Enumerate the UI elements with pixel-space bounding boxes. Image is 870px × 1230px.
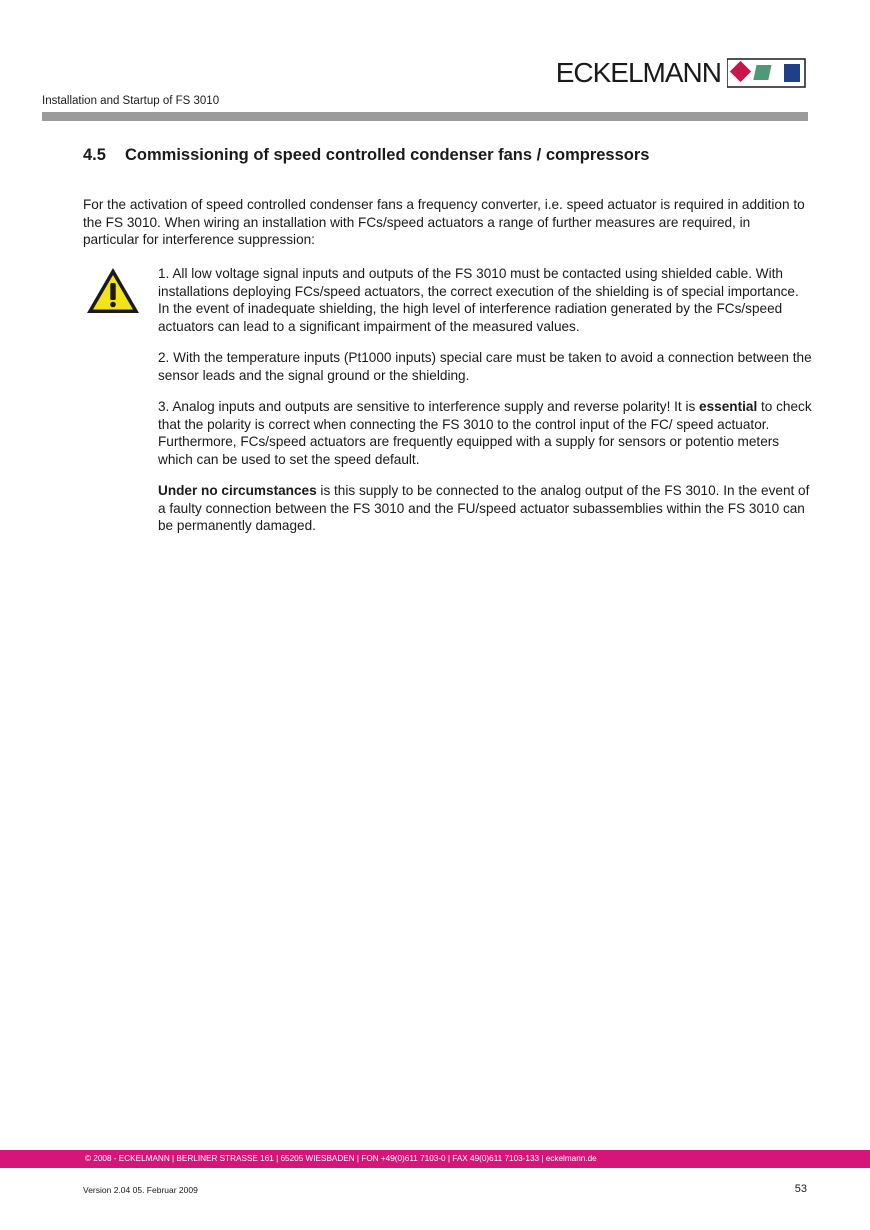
version-info: Version 2.04 05. Februar 2009 bbox=[83, 1185, 198, 1195]
warning-item-1: 1. All low voltage signal inputs and outputs of the FS 3010 must be contacted using shielded cable. With installations deploying FCs/speed actuators, the correct execution of the shielding is of special importance. In the event of inadequate shielding, the high level of interference radiation generated by the FCs/speed actuators can lead to a significant impairment of the measured values. bbox=[158, 266, 799, 334]
footer-imprint: © 2008 - ECKELMANN | BERLINER STRASSE 161 | 65205 WIESBADEN | FON +49(0)611 7103-0 | FAX 49(0)611 7103-133 | eckelmann.de bbox=[85, 1154, 597, 1163]
section-heading bbox=[83, 146, 649, 165]
warning-note bbox=[158, 482, 812, 535]
warning-item-3 bbox=[158, 398, 812, 468]
page-number: 53 bbox=[794, 1183, 807, 1195]
section-title: Commissioning of speed controlled condenser fans / compressors bbox=[125, 146, 650, 164]
running-title: Installation and Startup of FS 3010 bbox=[42, 95, 220, 107]
brand-name: ECKELMANN bbox=[555, 57, 721, 88]
section-number: 4.5 bbox=[83, 146, 106, 164]
brand-logo-mark-icon bbox=[727, 58, 807, 88]
warning-item-2: 2. With the temperature inputs (Pt1000 inputs) special care must be taken to avoid a connection between the sensor leads and the signal ground or the shielding. bbox=[158, 350, 812, 383]
header-divider-bar bbox=[42, 112, 808, 121]
item-3-emphasis: essential bbox=[699, 399, 758, 414]
item-3-text-b: to check that the polarity is correct when connecting the FS 3010 to the control input of the FC/ speed actuator. Furthermore, FCs/speed actuators are frequently equipped with a supply for sensors or potentio meters which can be used to set the speed default. bbox=[158, 399, 812, 467]
note-emphasis: Under no circumstances bbox=[158, 483, 317, 498]
intro-paragraph: For the activation of speed controlled condenser fans a frequency converter, i.e. speed actuator is required in addition to the FS 3010. When wiring an installation with FCs/speed actuators a range of further measures are required, in particular for interference suppression: bbox=[83, 197, 805, 247]
note-text: is this supply to be connected to the analog output of the FS 3010. In the event of a faulty connection between the FS 3010 and the FU/speed actuator subassemblies within the FS 3010 can be permanently damaged. bbox=[158, 483, 810, 533]
item-3-text-a: 3. Analog inputs and outputs are sensitive to interference supply and reverse polarity! It is bbox=[158, 399, 700, 414]
brand-logo bbox=[556, 58, 807, 88]
warning-triangle-icon bbox=[85, 266, 141, 316]
